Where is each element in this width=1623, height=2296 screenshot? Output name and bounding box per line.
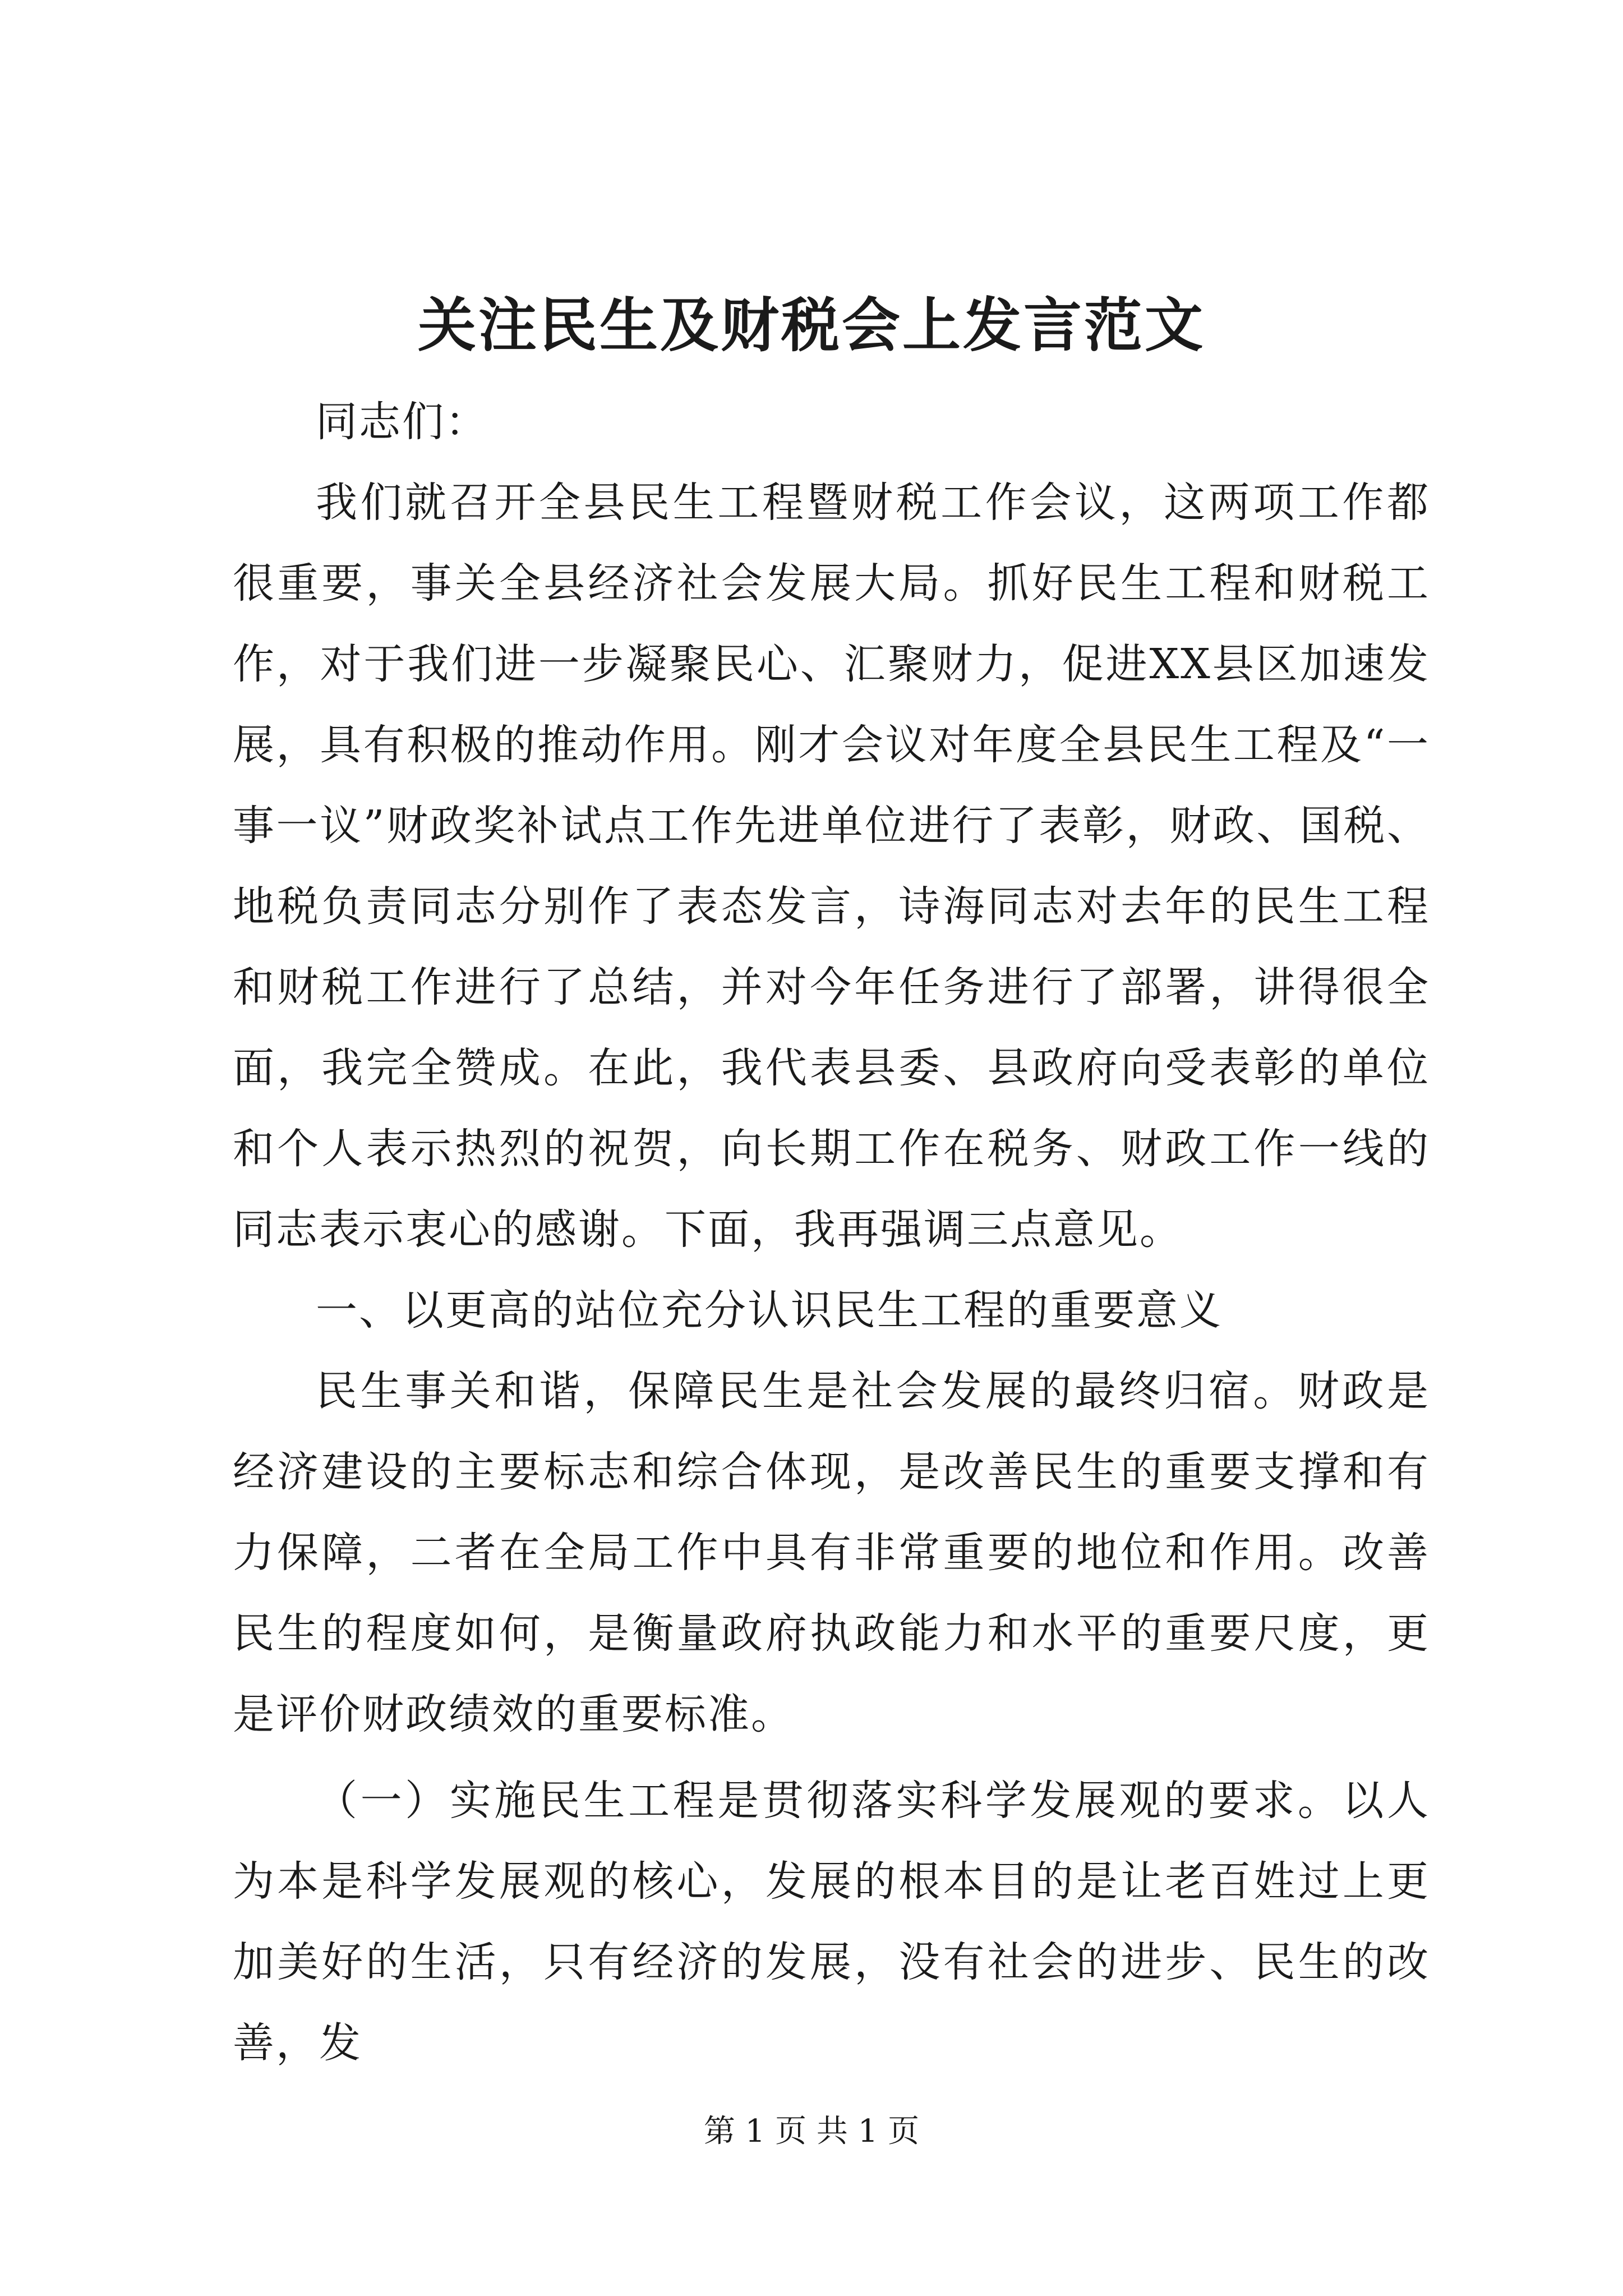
page-number-text: 第 1 页 共 1 页 xyxy=(703,2113,920,2150)
salutation-paragraph: 同志们： xyxy=(316,398,488,446)
page-footer xyxy=(0,2109,1623,2154)
document-body xyxy=(233,381,1430,2083)
section-heading: 一、以更高的站位充分认识民生工程的重要意义 xyxy=(316,1286,1223,1335)
document-title: 关注民生及财税会上发言范文 xyxy=(417,291,1205,360)
subsection-paragraph: （一）实施民生工程是贯彻落实科学发展观的要求。以人为本是科学发展观的核心，发展的根本目的是让老百姓过上更加美好的生活，只有经济的发展，没有社会的进步、民生的改善，发 xyxy=(233,1777,1430,2067)
opening-paragraph: 我们就召开全县民生工程暨财税工作会议，这两项工作都很重要，事关全县经济社会发展大局。抓好民生工程和财税工作，对于我们进一步凝聚民心、汇聚财力，促进XX县区加速发展，具有积极的推动作用。刚才会议对年度全县民生工程及“一事一议”财政奖补试点工作先进单位进行了表彰，财政、国税、地税负责同志分别作了表态发言，诗海同志对去年的民生工程和财税工作进行了总结，并对今年任务进行了部署，讲得很全面，我完全赞成。在此，我代表县委、县政府向受表彰的单位和个人表示热烈的祝贺，向长期工作在税务、财政工作一线的同志表示衷心的感谢。下面，我再强调三点意见。 xyxy=(233,478,1430,1254)
body-paragraph: 民生事关和谐，保障民生是社会发展的最终归宿。财政是经济建设的主要标志和综合体现，是改善民生的重要支撑和有力保障，二者在全局工作中具有非常重要的地位和作用。改善民生的程度如何，是衡量政府执政能力和水平的重要尺度，更是评价财政绩效的重要标准。 xyxy=(233,1367,1430,1738)
